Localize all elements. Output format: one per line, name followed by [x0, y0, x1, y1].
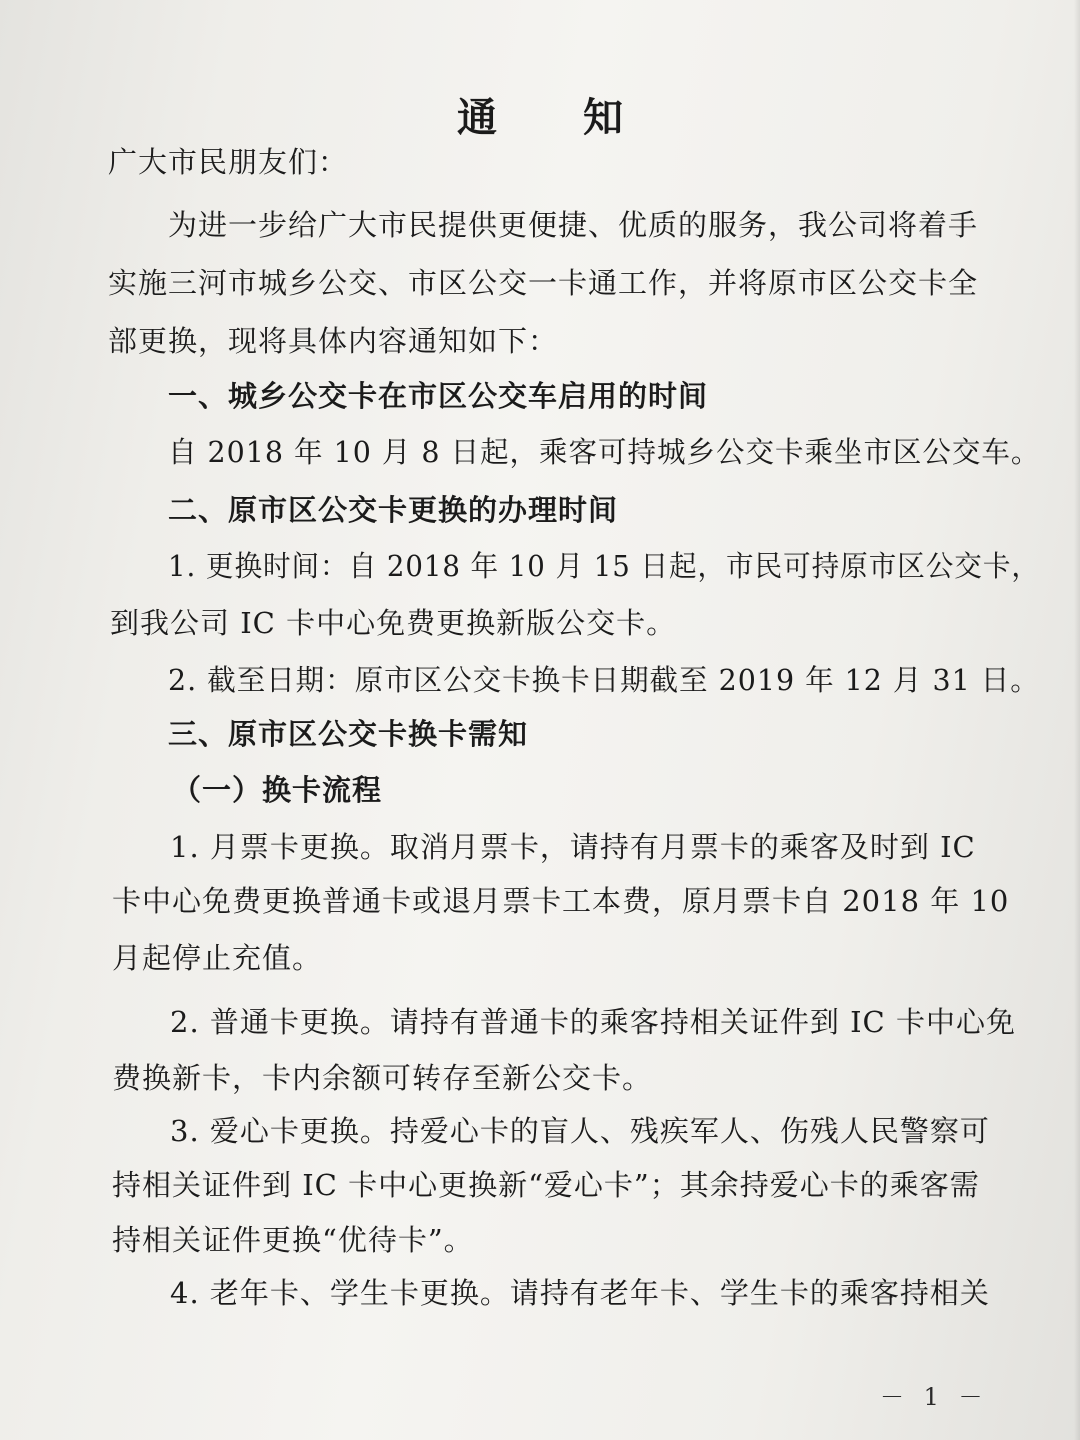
item1-line-2	[0, 879, 1080, 923]
item1-line-1	[0, 825, 1080, 869]
item3-text-1: 3. 爱心卡更换。持爱心卡的盲人、残疾军人、伤残人民警察可	[170, 1114, 990, 1148]
item1-text-3: 月起停止充值。	[112, 941, 323, 975]
greeting-line	[0, 140, 1080, 184]
intro-text-3: 部更换，现将具体内容通知如下：	[108, 324, 559, 358]
section2-text-1: 1. 更换时间：自 2018 年 10 月 15 日起，市民可持原市区公交卡，	[168, 549, 1040, 583]
section2-heading: 二、原市区公交卡更换的办理时间	[168, 493, 619, 527]
item1-line-3	[0, 936, 1080, 980]
paper-edge-shadow	[1074, 0, 1080, 1440]
item1-text-1: 1. 月票卡更换。取消月票卡，请持有月票卡的乘客及时到 IC	[170, 830, 976, 864]
intro-line-3	[0, 319, 1080, 363]
section2-line-2	[0, 601, 1080, 645]
section2-text-3: 2. 截至日期：原市区公交卡换卡日期截至 2019 年 12 月 31 日。	[168, 663, 1040, 697]
item3-text-3: 持相关证件更换“优待卡”。	[112, 1223, 474, 1257]
section2-line-3	[0, 658, 1080, 702]
section2-heading-line	[0, 488, 1080, 532]
item2-text-1: 2. 普通卡更换。请持有普通卡的乘客持相关证件到 IC 卡中心免	[170, 1005, 1016, 1039]
section1-text-1: 自 2018 年 10 月 8 日起，乘客可持城乡公交卡乘坐市区公交车。	[168, 435, 1041, 469]
section3-heading-line	[0, 712, 1080, 756]
section3-subheading: （一）换卡流程	[172, 773, 383, 807]
section2-line-1	[0, 544, 1080, 588]
document-title: 通 知	[457, 94, 659, 141]
intro-line-2	[0, 261, 1080, 305]
greeting: 广大市民朋友们：	[108, 145, 349, 179]
item4-text-1: 4. 老年卡、学生卡更换。请持有老年卡、学生卡的乘客持相关	[170, 1276, 990, 1310]
item2-text-2: 费换新卡，卡内余额可转存至新公交卡。	[112, 1061, 653, 1095]
intro-text-2: 实施三河市城乡公交、市区公交一卡通工作，并将原市区公交卡全	[108, 266, 979, 300]
item3-text-2: 持相关证件到 IC 卡中心更换新“爱心卡”；其余持爱心卡的乘客需	[112, 1168, 980, 1202]
item3-line-2	[0, 1163, 1080, 1207]
intro-text-1: 为进一步给广大市民提供更便捷、优质的服务，我公司将着手	[168, 208, 979, 242]
item3-line-3	[0, 1218, 1080, 1262]
section1-heading-line	[0, 374, 1080, 418]
item2-line-2	[0, 1056, 1080, 1100]
item4-line-1	[0, 1271, 1080, 1315]
section2-text-2: 到我公司 IC 卡中心免费更换新版公交卡。	[110, 606, 677, 640]
intro-line-1	[0, 203, 1080, 247]
section3-heading: 三、原市区公交卡换卡需知	[168, 717, 529, 751]
section1-line-1	[0, 430, 1080, 474]
item2-line-1	[0, 1000, 1080, 1044]
item1-text-2: 卡中心免费更换普通卡或退月票卡工本费，原月票卡自 2018 年 10	[112, 884, 1010, 918]
item3-line-1	[0, 1109, 1080, 1153]
section3-subheading-line	[0, 768, 1080, 812]
page-number: － 1 －	[880, 1383, 989, 1411]
section1-heading: 一、城乡公交卡在市区公交车启用的时间	[168, 379, 709, 413]
